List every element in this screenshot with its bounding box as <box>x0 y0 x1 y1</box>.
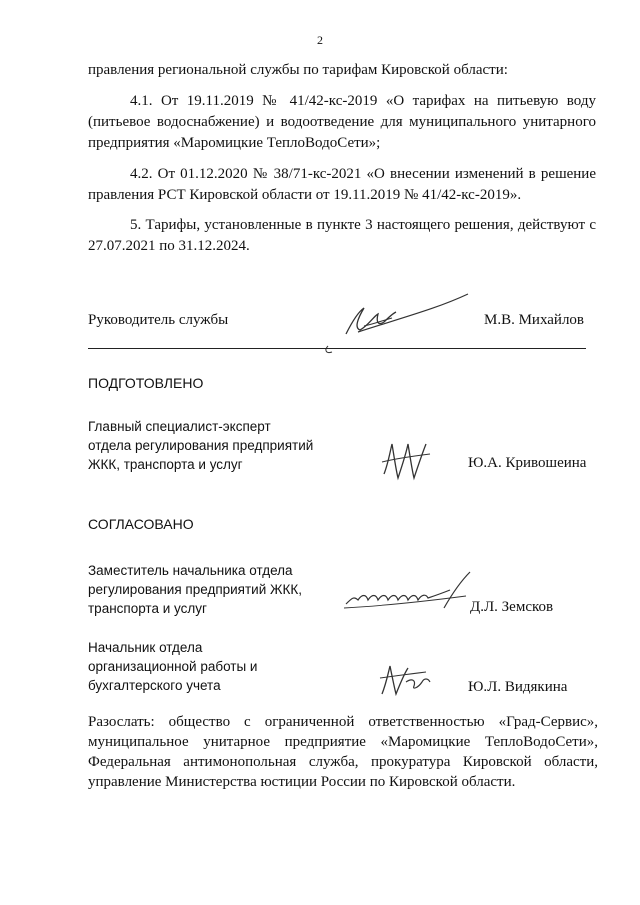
page-number: 2 <box>317 33 323 47</box>
prepared-position <box>88 417 313 474</box>
distribution-list: Разослать: общество с ограниченной ответственностью «Град-Сервис», муниципальное унитарное предприятие «Маромицкие ТеплоВодоСети», Федеральная антимонопольная служба, прокуратура Кировской области, управление Министерства юстиции России по Кировской области. <box>88 714 598 790</box>
agreed-1-position-line: Заместитель начальника отдела <box>88 563 293 578</box>
item-5: 5. Тарифы, установленные в пункте 3 настоящего решения, действуют с 27.07.2021 по 31.12.2024. <box>88 217 596 254</box>
prepared-position-line: отдела регулирования предприятий <box>88 438 314 453</box>
agreed-1-position <box>88 561 302 618</box>
prepared-heading: ПОДГОТОВЛЕНО <box>88 375 204 391</box>
agreed-1-position-line: транспорта и услуг <box>88 601 207 616</box>
prepared-position-line: ЖКК, транспорта и услуг <box>88 457 243 472</box>
agreed-1-position-line: регулирования предприятий ЖКК, <box>88 582 302 597</box>
agreed-2-position <box>88 638 257 695</box>
agreed-1-name: Д.Л. Земсков <box>470 599 554 615</box>
agreed-2-position-line: Начальник отдела <box>88 640 203 655</box>
agreed-2-position-line: бухгалтерского учета <box>88 678 221 693</box>
agreed-2-name: Ю.Л. Видякина <box>468 679 568 695</box>
prepared-name: Ю.А. Кривошеина <box>468 455 587 471</box>
head-title: Руководитель службы <box>88 312 229 328</box>
agreed-heading: СОГЛАСОВАНО <box>88 516 194 532</box>
item-4-2: 4.2. От 01.12.2020 № 38/71-кс-2021 «О внесении изменений в решение правления РСТ Кировской области от 19.11.2019 № 41/42-кс-2019». <box>88 166 596 203</box>
head-name: М.В. Михайлов <box>484 312 585 328</box>
agreed-2-signature <box>376 660 436 702</box>
separator-line <box>88 348 586 349</box>
prepared-signature <box>378 436 438 486</box>
item-4-1: 4.1. От 19.11.2019 № 41/42-кс-2019 «О тарифах на питьевую воду (питьевое водоснабжение) и водоотведение для муниципального унитарного предприятия «Маромицкие ТеплоВодоСети»; <box>88 93 596 151</box>
agreed-1-signature <box>340 568 480 618</box>
agreed-2-position-line: организационной работы и <box>88 659 258 674</box>
prepared-position-line: Главный специалист-эксперт <box>88 419 271 434</box>
intro-line: правления региональной службы по тарифам Кировской области: <box>88 62 508 78</box>
